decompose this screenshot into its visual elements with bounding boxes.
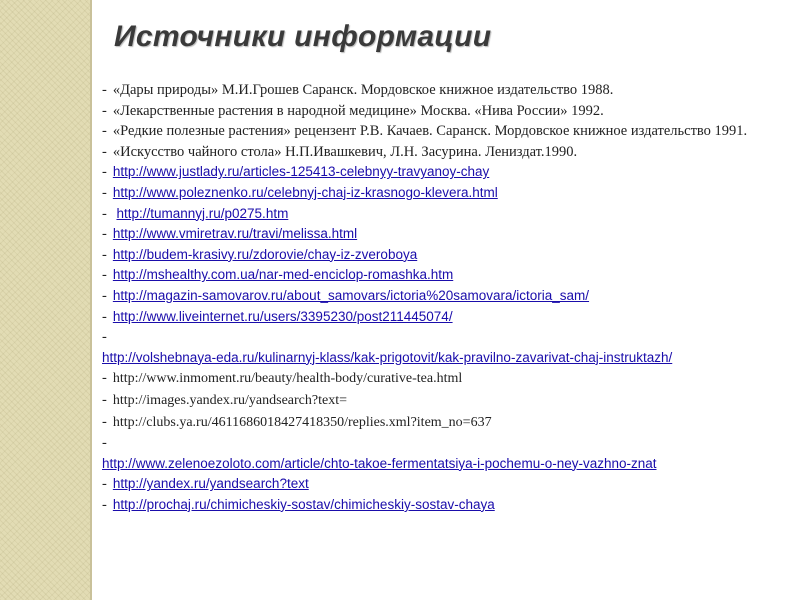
source-text: «Редкие полезные растения» рецензент Р.В. Качаев. Саранск. Мордовское книжное издательство 1991.	[112, 123, 748, 140]
list-dash: -	[102, 496, 107, 513]
sources-list	[102, 80, 774, 515]
list-dash: -	[102, 287, 107, 304]
source-item	[102, 474, 774, 495]
list-dash: -	[102, 435, 107, 452]
list-dash: -	[102, 143, 107, 160]
list-dash: -	[102, 308, 107, 325]
source-item	[102, 327, 774, 368]
list-dash: -	[102, 413, 107, 430]
source-text: «Лекарственные растения в народной медицине» Москва. «Нива России» 1992.	[112, 102, 604, 119]
source-item	[102, 142, 774, 163]
source-link[interactable]: http://volshebnaya-eda.ru/kulinarnyj-klass/kak-prigotovit/kak-pravilno-zavarivat-chaj-instruktazh/	[102, 349, 673, 365]
source-link[interactable]: http://www.vmiretrav.ru/travi/melissa.html	[112, 226, 358, 242]
list-dash: -	[102, 164, 107, 181]
source-link[interactable]: http://prochaj.ru/chimicheskiy-sostav/chimicheskiy-sostav-chaya	[112, 496, 495, 512]
list-dash: -	[102, 329, 107, 346]
source-item	[102, 183, 774, 204]
list-dash: -	[102, 391, 107, 408]
decorative-side-band	[0, 0, 90, 600]
list-dash: -	[102, 123, 107, 140]
source-item	[102, 224, 774, 245]
source-text: «Искусство чайного стола» Н.П.Ивашкевич, Л.Н. Засурина. Лениздат.1990.	[112, 143, 578, 160]
list-dash: -	[102, 226, 107, 243]
source-item	[102, 80, 774, 101]
source-item	[102, 412, 774, 434]
source-url-text: http://www.inmoment.ru/beauty/health-body/curative-tea.html	[112, 371, 463, 387]
list-dash: -	[102, 184, 107, 201]
list-dash: -	[102, 82, 107, 98]
source-item	[102, 433, 774, 474]
source-item	[102, 368, 774, 390]
source-link[interactable]: http://www.zelenoezoloto.com/article/chto-takoe-fermentatsiya-i-pochemu-o-ney-vazhno-znat	[102, 455, 657, 471]
slide-title: Источники информации	[114, 20, 492, 53]
source-item	[102, 162, 774, 183]
source-link[interactable]: http://www.poleznenko.ru/celebnyj-chaj-iz-krasnogo-klevera.html	[112, 184, 498, 200]
source-link[interactable]: http://magazin-samovarov.ru/about_samovars/ictoria%20samovara/ictoria_sam/	[112, 287, 590, 303]
source-item	[102, 245, 774, 266]
source-item	[102, 495, 774, 516]
list-dash: -	[102, 476, 107, 493]
source-link[interactable]: http://budem-krasivy.ru/zdorovie/chay-iz-zveroboya	[112, 246, 418, 262]
source-link[interactable]: http://www.justlady.ru/articles-125413-celebnyy-travyanoy-chay	[112, 164, 490, 180]
source-item	[102, 121, 774, 142]
list-dash: -	[102, 246, 107, 263]
source-link[interactable]: http://mshealthy.com.ua/nar-med-enciclop-romashka.htm	[112, 267, 454, 283]
source-url-text: http://clubs.ya.ru/4611686018427418350/replies.xml?item_no=637	[112, 414, 492, 430]
source-item	[102, 286, 774, 307]
side-divider	[90, 0, 92, 600]
source-item	[102, 390, 774, 412]
list-dash: -	[102, 370, 107, 387]
source-item	[102, 101, 774, 122]
source-item	[102, 204, 774, 225]
source-link[interactable]: http://www.liveinternet.ru/users/3395230/post211445074/	[112, 308, 453, 324]
source-item	[102, 265, 774, 286]
list-dash: -	[102, 102, 107, 119]
source-link[interactable]: http://yandex.ru/yandsearch?text	[112, 476, 309, 492]
list-dash: -	[102, 267, 107, 284]
source-item	[102, 307, 774, 328]
list-dash: -	[102, 205, 107, 222]
source-url-text: http://images.yandex.ru/yandsearch?text=	[112, 392, 347, 408]
source-text: «Дары природы» М.И.Грошев Саранск. Мордовское книжное издательство 1988.	[112, 82, 614, 98]
source-link[interactable]: http://tumannyj.ru/p0275.htm	[116, 205, 289, 221]
